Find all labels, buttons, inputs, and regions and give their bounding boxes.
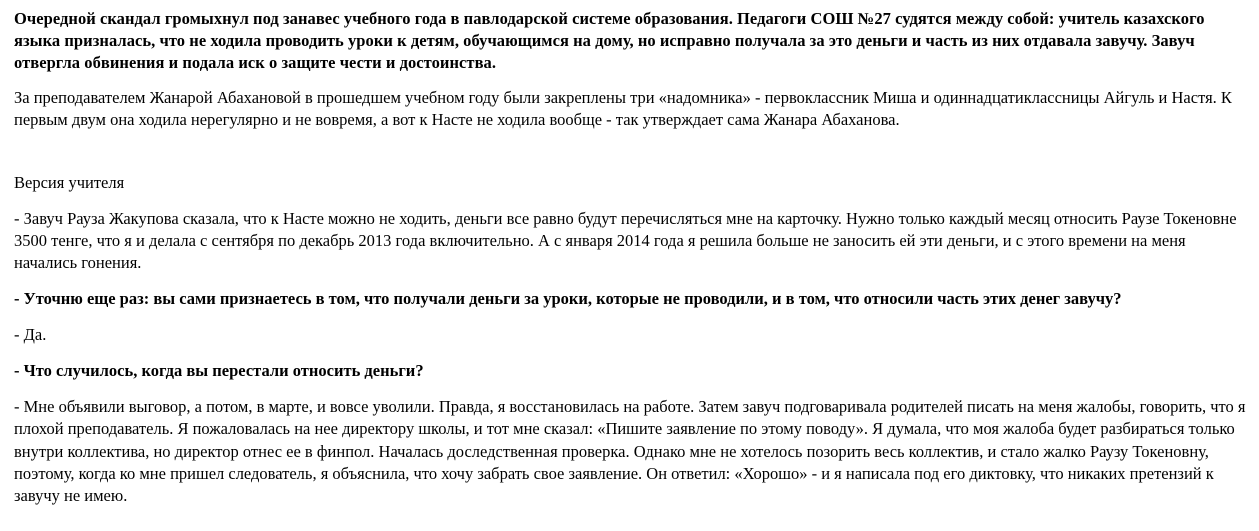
section-spacer	[14, 146, 1249, 172]
interview-answer-2: - Да.	[14, 325, 47, 345]
interview-question-2: - Что случилось, когда вы перестали относить деньги?	[14, 361, 424, 381]
article-lead-paragraph: Очередной скандал громыхнул под занавес учебного года в павлодарской системе образования. Педагоги СОШ №27 судятся между собой: учитель казахского языка призналась, что не ходила проводить уроки к детям, обучающимся на дому, но исправно получала за это деньги и часть из них отдавала завучу. Завуч отвергла обвинения и подала иск о защите чести и достоинства.	[14, 9, 1205, 72]
section-heading-teacher-version: Версия учителя	[14, 172, 125, 192]
interview-answer-3: - Мне объявили выговор, а потом, в марте, и вовсе уволили. Правда, я восстановилась на работе. Затем завуч подговаривала родителей писать на меня жалобы, говорить, что я плохой преподаватель. Я пожаловалась на нее директору школы, и тот мне сказал: «Пишите заявление по этому поводу». Я думала, что моя жалоба будет разбираться только внутри коллектива, но директор отнес ее в финпол. Началась доследственная проверка. Однако мне не хотелось позорить весь коллектив, и стало жалко Раузу Токеновну, поэтому, когда ко мне пришел следователь, я объяснила, что хочу забрать свое заявление. Он ответил: «Хорошо» - и я написала под его диктовку, что никаких претензий к завучу не имею.	[14, 397, 1246, 505]
article-intro-paragraph: За преподавателем Жанарой Абахановой в прошедшем учебном году были закреплены три «надомника» - первоклассник Миша и одиннадцатиклассницы Айгуль и Настя. К первым двум она ходила нерегулярно и не вовремя, а вот к Насте не ходила вообще - так утверждает сама Жанара Абаханова.	[14, 88, 1232, 130]
interview-answer-1: - Завуч Рауза Жакупова сказала, что к Насте можно не ходить, деньги все равно будут перечисляться мне на карточку. Нужно только каждый месяц относить Раузе Токеновне 3500 тенге, что я и делала с сентября по декабрь 2013 года включительно. А с января 2014 года я решила больше не заносить ей эти деньги, и с этого времени на меня начались гонения.	[14, 208, 1237, 272]
interview-question-1: - Уточню еще раз: вы сами признаетесь в том, что получали деньги за уроки, которые не проводили, и в том, что относили часть этих денег завучу?	[14, 288, 1122, 308]
